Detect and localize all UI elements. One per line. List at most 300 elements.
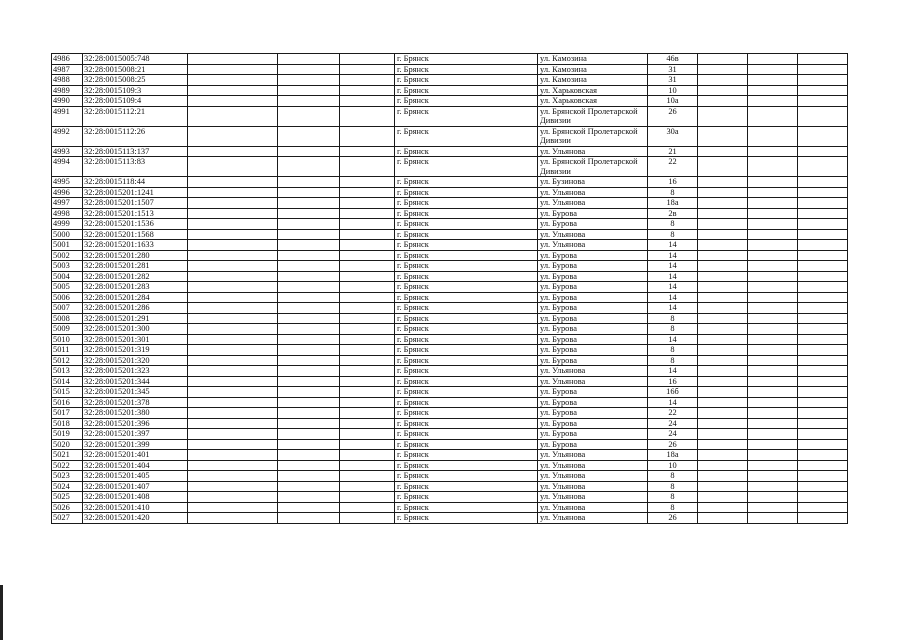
cadastral-number-cell: 32:28:0015201:410: [83, 502, 188, 513]
house-number-cell: 24: [648, 418, 698, 429]
table-row: [52, 313, 848, 324]
row-number-cell: 5021: [52, 450, 83, 461]
cadastral-number-cell: 32:28:0015201:397: [83, 429, 188, 440]
table-row: [52, 187, 848, 198]
row-number-cell: 5017: [52, 408, 83, 419]
empty-cell: [188, 54, 278, 65]
empty-cell: [340, 146, 395, 157]
empty-cell: [278, 157, 340, 177]
cadastral-number-cell: 32:28:0015112:26: [83, 126, 188, 146]
empty-cell: [748, 85, 798, 96]
city-cell: г. Брянск: [395, 345, 538, 356]
empty-cell: [748, 313, 798, 324]
cadastral-number-cell: 32:28:0015201:319: [83, 345, 188, 356]
empty-cell: [748, 324, 798, 335]
row-number-cell: 5000: [52, 229, 83, 240]
city-cell: г. Брянск: [395, 240, 538, 251]
empty-cell: [748, 106, 798, 126]
street-cell: ул. Ульянова: [538, 450, 648, 461]
street-cell: ул. Бурова: [538, 418, 648, 429]
table-row: [52, 355, 848, 366]
empty-cell: [278, 355, 340, 366]
table-row: [52, 261, 848, 272]
empty-cell: [798, 198, 848, 209]
house-number-cell: 26: [648, 106, 698, 126]
street-cell: ул. Бурова: [538, 408, 648, 419]
empty-cell: [278, 54, 340, 65]
row-number-cell: 5004: [52, 271, 83, 282]
house-number-cell: 16б: [648, 387, 698, 398]
row-number-cell: 5014: [52, 376, 83, 387]
empty-cell: [278, 282, 340, 293]
city-cell: г. Брянск: [395, 439, 538, 450]
empty-cell: [748, 492, 798, 503]
empty-cell: [340, 408, 395, 419]
house-number-cell: 8: [648, 471, 698, 482]
city-cell: г. Брянск: [395, 187, 538, 198]
house-number-cell: 18а: [648, 450, 698, 461]
city-cell: г. Брянск: [395, 450, 538, 461]
house-number-cell: 26: [648, 439, 698, 450]
cadastral-number-cell: 32:28:0015201:283: [83, 282, 188, 293]
row-number-cell: 4999: [52, 219, 83, 230]
table-row: [52, 450, 848, 461]
row-number-cell: 5016: [52, 397, 83, 408]
city-cell: г. Брянск: [395, 64, 538, 75]
empty-cell: [798, 429, 848, 440]
cadastral-number-cell: 32:28:0015201:301: [83, 334, 188, 345]
cadastral-number-cell: 32:28:0015201:380: [83, 408, 188, 419]
empty-cell: [278, 439, 340, 450]
table-row: [52, 219, 848, 230]
row-number-cell: 5009: [52, 324, 83, 335]
street-cell: ул. Бурова: [538, 355, 648, 366]
empty-cell: [340, 75, 395, 86]
empty-cell: [798, 418, 848, 429]
house-number-cell: 26: [648, 513, 698, 524]
empty-cell: [698, 313, 748, 324]
table-row: [52, 324, 848, 335]
empty-cell: [278, 75, 340, 86]
city-cell: г. Брянск: [395, 408, 538, 419]
table-row: [52, 513, 848, 524]
empty-cell: [698, 471, 748, 482]
table-row: [52, 250, 848, 261]
row-number-cell: 5024: [52, 481, 83, 492]
empty-cell: [748, 418, 798, 429]
city-cell: г. Брянск: [395, 502, 538, 513]
empty-cell: [188, 303, 278, 314]
cadastral-number-cell: 32:28:0015201:282: [83, 271, 188, 282]
empty-cell: [798, 54, 848, 65]
row-number-cell: 4997: [52, 198, 83, 209]
table-row: [52, 54, 848, 65]
empty-cell: [340, 64, 395, 75]
cadastral-number-cell: 32:28:0015109:4: [83, 96, 188, 107]
row-number-cell: 5018: [52, 418, 83, 429]
row-number-cell: 4986: [52, 54, 83, 65]
city-cell: г. Брянск: [395, 219, 538, 230]
empty-cell: [278, 146, 340, 157]
cadastral-number-cell: 32:28:0015201:1536: [83, 219, 188, 230]
empty-cell: [798, 387, 848, 398]
street-cell: ул. Бурова: [538, 271, 648, 282]
cadastral-number-cell: 32:28:0015201:420: [83, 513, 188, 524]
city-cell: г. Брянск: [395, 471, 538, 482]
row-number-cell: 5026: [52, 502, 83, 513]
city-cell: г. Брянск: [395, 250, 538, 261]
empty-cell: [340, 345, 395, 356]
empty-cell: [798, 513, 848, 524]
cadastral-number-cell: 32:28:0015201:323: [83, 366, 188, 377]
cadastral-number-cell: 32:28:0015201:404: [83, 460, 188, 471]
table-row: [52, 502, 848, 513]
empty-cell: [188, 502, 278, 513]
city-cell: г. Брянск: [395, 75, 538, 86]
empty-cell: [278, 303, 340, 314]
empty-cell: [188, 126, 278, 146]
house-number-cell: 8: [648, 502, 698, 513]
cadastral-number-cell: 32:28:0015201:286: [83, 303, 188, 314]
empty-cell: [340, 282, 395, 293]
table-row: [52, 146, 848, 157]
empty-cell: [698, 229, 748, 240]
empty-cell: [698, 439, 748, 450]
empty-cell: [698, 208, 748, 219]
city-cell: г. Брянск: [395, 292, 538, 303]
street-cell: ул. Ульянова: [538, 513, 648, 524]
empty-cell: [278, 198, 340, 209]
empty-cell: [798, 177, 848, 188]
empty-cell: [340, 366, 395, 377]
empty-cell: [698, 250, 748, 261]
city-cell: г. Брянск: [395, 355, 538, 366]
empty-cell: [698, 282, 748, 293]
house-number-cell: 22: [648, 157, 698, 177]
empty-cell: [748, 157, 798, 177]
page-edge-mark: [0, 585, 3, 640]
empty-cell: [188, 345, 278, 356]
empty-cell: [278, 366, 340, 377]
table-row: [52, 387, 848, 398]
row-number-cell: 5006: [52, 292, 83, 303]
empty-cell: [278, 450, 340, 461]
street-cell: ул. Харьковская: [538, 96, 648, 107]
city-cell: г. Брянск: [395, 303, 538, 314]
empty-cell: [188, 481, 278, 492]
empty-cell: [698, 75, 748, 86]
city-cell: г. Брянск: [395, 157, 538, 177]
empty-cell: [278, 324, 340, 335]
empty-cell: [798, 146, 848, 157]
empty-cell: [748, 229, 798, 240]
empty-cell: [798, 303, 848, 314]
empty-cell: [278, 460, 340, 471]
street-cell: ул. Бурова: [538, 261, 648, 272]
empty-cell: [748, 240, 798, 251]
empty-cell: [748, 64, 798, 75]
cadastral-number-cell: 32:28:0015201:344: [83, 376, 188, 387]
empty-cell: [188, 219, 278, 230]
city-cell: г. Брянск: [395, 334, 538, 345]
empty-cell: [798, 75, 848, 86]
empty-cell: [798, 96, 848, 107]
empty-cell: [278, 376, 340, 387]
empty-cell: [278, 345, 340, 356]
row-number-cell: 4993: [52, 146, 83, 157]
row-number-cell: 4995: [52, 177, 83, 188]
house-number-cell: 8: [648, 219, 698, 230]
table-row: [52, 157, 848, 177]
empty-cell: [340, 439, 395, 450]
empty-cell: [340, 502, 395, 513]
empty-cell: [340, 198, 395, 209]
empty-cell: [748, 429, 798, 440]
row-number-cell: 5023: [52, 471, 83, 482]
street-cell: ул. Бурова: [538, 324, 648, 335]
empty-cell: [748, 282, 798, 293]
empty-cell: [188, 75, 278, 86]
city-cell: г. Брянск: [395, 261, 538, 272]
street-cell: ул. Бурова: [538, 282, 648, 293]
city-cell: г. Брянск: [395, 96, 538, 107]
empty-cell: [698, 177, 748, 188]
street-cell: ул. Бузинова: [538, 177, 648, 188]
row-number-cell: 4989: [52, 85, 83, 96]
empty-cell: [188, 513, 278, 524]
empty-cell: [188, 366, 278, 377]
house-number-cell: 14: [648, 282, 698, 293]
empty-cell: [340, 355, 395, 366]
empty-cell: [798, 261, 848, 272]
table-row: [52, 208, 848, 219]
empty-cell: [278, 502, 340, 513]
cadastral-number-cell: 32:28:0015201:1633: [83, 240, 188, 251]
empty-cell: [188, 292, 278, 303]
street-cell: ул. Харьковская: [538, 85, 648, 96]
empty-cell: [278, 429, 340, 440]
empty-cell: [188, 146, 278, 157]
row-number-cell: 4991: [52, 106, 83, 126]
empty-cell: [340, 292, 395, 303]
table-row: [52, 282, 848, 293]
empty-cell: [698, 408, 748, 419]
city-cell: г. Брянск: [395, 54, 538, 65]
house-number-cell: 14: [648, 366, 698, 377]
empty-cell: [278, 418, 340, 429]
house-number-cell: 18а: [648, 198, 698, 209]
table-row: [52, 397, 848, 408]
cadastral-number-cell: 32:28:0015201:1568: [83, 229, 188, 240]
empty-cell: [698, 481, 748, 492]
empty-cell: [748, 303, 798, 314]
empty-cell: [188, 324, 278, 335]
empty-cell: [798, 240, 848, 251]
city-cell: г. Брянск: [395, 513, 538, 524]
empty-cell: [188, 198, 278, 209]
empty-cell: [798, 345, 848, 356]
empty-cell: [340, 313, 395, 324]
empty-cell: [188, 261, 278, 272]
empty-cell: [188, 229, 278, 240]
empty-cell: [798, 439, 848, 450]
street-cell: ул. Бурова: [538, 219, 648, 230]
cadastral-number-cell: 32:28:0015201:399: [83, 439, 188, 450]
empty-cell: [340, 250, 395, 261]
empty-cell: [188, 355, 278, 366]
row-number-cell: 5027: [52, 513, 83, 524]
street-cell: ул. Ульянова: [538, 240, 648, 251]
empty-cell: [698, 198, 748, 209]
street-cell: ул. Ульянова: [538, 198, 648, 209]
empty-cell: [748, 271, 798, 282]
empty-cell: [278, 126, 340, 146]
empty-cell: [340, 387, 395, 398]
row-number-cell: 5003: [52, 261, 83, 272]
empty-cell: [748, 387, 798, 398]
house-number-cell: 8: [648, 187, 698, 198]
city-cell: г. Брянск: [395, 324, 538, 335]
table-row: [52, 126, 848, 146]
empty-cell: [798, 187, 848, 198]
cadastral-number-cell: 32:28:0015201:408: [83, 492, 188, 503]
cadastral-number-cell: 32:28:0015109:3: [83, 85, 188, 96]
row-number-cell: 5002: [52, 250, 83, 261]
empty-cell: [748, 198, 798, 209]
row-number-cell: 5010: [52, 334, 83, 345]
empty-cell: [188, 376, 278, 387]
cadastral-number-cell: 32:28:0015113:83: [83, 157, 188, 177]
empty-cell: [278, 240, 340, 251]
empty-cell: [798, 64, 848, 75]
cadastral-number-cell: 32:28:0015201:407: [83, 481, 188, 492]
empty-cell: [698, 355, 748, 366]
house-number-cell: 10: [648, 85, 698, 96]
empty-cell: [698, 85, 748, 96]
empty-cell: [798, 219, 848, 230]
empty-cell: [278, 471, 340, 482]
house-number-cell: 2в: [648, 208, 698, 219]
empty-cell: [340, 54, 395, 65]
city-cell: г. Брянск: [395, 198, 538, 209]
empty-cell: [278, 492, 340, 503]
empty-cell: [798, 229, 848, 240]
table-row: [52, 429, 848, 440]
table-row: [52, 303, 848, 314]
house-number-cell: 8: [648, 355, 698, 366]
house-number-cell: 16: [648, 177, 698, 188]
empty-cell: [698, 366, 748, 377]
empty-cell: [698, 513, 748, 524]
empty-cell: [188, 397, 278, 408]
empty-cell: [340, 261, 395, 272]
empty-cell: [188, 439, 278, 450]
empty-cell: [798, 85, 848, 96]
empty-cell: [798, 324, 848, 335]
street-cell: ул. Бурова: [538, 250, 648, 261]
street-cell: ул. Бурова: [538, 292, 648, 303]
cadastral-number-cell: 32:28:0015005:748: [83, 54, 188, 65]
city-cell: г. Брянск: [395, 229, 538, 240]
empty-cell: [278, 187, 340, 198]
street-cell: ул. Камозина: [538, 54, 648, 65]
empty-cell: [698, 429, 748, 440]
city-cell: г. Брянск: [395, 106, 538, 126]
table-row: [52, 460, 848, 471]
empty-cell: [340, 271, 395, 282]
table-row: [52, 271, 848, 282]
empty-cell: [340, 126, 395, 146]
empty-cell: [748, 502, 798, 513]
house-number-cell: 10а: [648, 96, 698, 107]
empty-cell: [188, 492, 278, 503]
empty-cell: [278, 85, 340, 96]
empty-cell: [340, 157, 395, 177]
row-number-cell: 5001: [52, 240, 83, 251]
table-row: [52, 64, 848, 75]
empty-cell: [748, 450, 798, 461]
empty-cell: [278, 261, 340, 272]
empty-cell: [748, 126, 798, 146]
cadastral-number-cell: 32:28:0015201:405: [83, 471, 188, 482]
row-number-cell: 5005: [52, 282, 83, 293]
row-number-cell: 5025: [52, 492, 83, 503]
house-number-cell: 22: [648, 408, 698, 419]
city-cell: г. Брянск: [395, 492, 538, 503]
empty-cell: [698, 157, 748, 177]
empty-cell: [188, 450, 278, 461]
street-cell: ул. Бурова: [538, 334, 648, 345]
empty-cell: [798, 492, 848, 503]
empty-cell: [698, 106, 748, 126]
empty-cell: [748, 54, 798, 65]
table-row: [52, 75, 848, 86]
empty-cell: [698, 271, 748, 282]
cadastral-number-cell: 32:28:0015201:396: [83, 418, 188, 429]
empty-cell: [278, 513, 340, 524]
empty-cell: [798, 471, 848, 482]
row-number-cell: 4987: [52, 64, 83, 75]
house-number-cell: 21: [648, 146, 698, 157]
empty-cell: [698, 324, 748, 335]
empty-cell: [748, 219, 798, 230]
city-cell: г. Брянск: [395, 146, 538, 157]
empty-cell: [798, 106, 848, 126]
empty-cell: [748, 334, 798, 345]
city-cell: г. Брянск: [395, 208, 538, 219]
empty-cell: [748, 366, 798, 377]
row-number-cell: 5012: [52, 355, 83, 366]
empty-cell: [748, 292, 798, 303]
registry-table: [51, 53, 848, 524]
house-number-cell: 14: [648, 334, 698, 345]
row-number-cell: 5020: [52, 439, 83, 450]
empty-cell: [340, 492, 395, 503]
house-number-cell: 14: [648, 303, 698, 314]
empty-cell: [748, 177, 798, 188]
empty-cell: [188, 471, 278, 482]
table-row: [52, 439, 848, 450]
empty-cell: [188, 250, 278, 261]
table-row: [52, 240, 848, 251]
empty-cell: [748, 187, 798, 198]
row-number-cell: 4988: [52, 75, 83, 86]
empty-cell: [188, 408, 278, 419]
house-number-cell: 8: [648, 345, 698, 356]
house-number-cell: 14: [648, 250, 698, 261]
empty-cell: [278, 334, 340, 345]
empty-cell: [698, 240, 748, 251]
